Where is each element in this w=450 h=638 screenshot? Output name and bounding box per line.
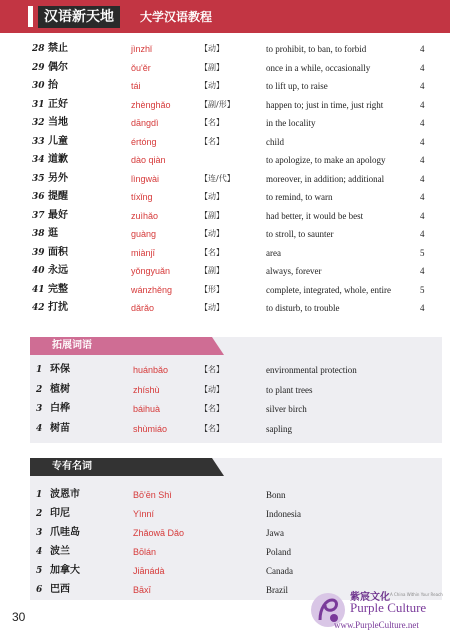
vocab-meaning: happen to; just in time, just right bbox=[266, 99, 384, 110]
vocab-meaning: to apologize, to make an apology bbox=[266, 155, 386, 165]
vocab-meaning: always, forever bbox=[266, 266, 322, 276]
vocab-hanzi: 完整 bbox=[48, 283, 68, 295]
extended-hanzi: 植树 bbox=[50, 383, 70, 395]
extended-row bbox=[30, 420, 442, 438]
vocab-meaning: to stroll, to saunter bbox=[266, 229, 334, 239]
watermark-url: www.PurpleCulture.net bbox=[334, 620, 419, 630]
vocab-lesson: 4 bbox=[420, 192, 425, 202]
book-title: 大学汉语教程 bbox=[140, 10, 213, 24]
vocab-part-of-speech: 【动】 bbox=[200, 44, 224, 53]
vocab-hanzi: 打扰 bbox=[48, 302, 68, 313]
proper-pinyin: Jiānádà bbox=[133, 566, 165, 576]
vocab-lesson: 5 bbox=[420, 284, 425, 295]
extended-pinyin: shùmiáo bbox=[133, 423, 168, 434]
vocab-part-of-speech: 【名】 bbox=[200, 247, 224, 257]
proper-hanzi: 加拿大 bbox=[50, 565, 80, 576]
proper-meaning: Poland bbox=[266, 547, 292, 557]
vocab-part-of-speech: 【动】 bbox=[200, 192, 224, 201]
proper-number: 2 bbox=[36, 509, 43, 519]
extended-part-of-speech: 【动】 bbox=[200, 384, 224, 394]
proper-pinyin: Zhǎowā Dǎo bbox=[133, 528, 185, 538]
vocab-meaning: to remind, to warn bbox=[266, 192, 333, 202]
vocab-number: 28 bbox=[32, 44, 45, 54]
vocab-pinyin: dāngdì bbox=[131, 118, 159, 128]
extended-part-of-speech: 【名】 bbox=[200, 365, 224, 374]
vocab-pinyin: értóng bbox=[131, 136, 157, 147]
extended-meaning: to plant trees bbox=[266, 384, 313, 395]
extended-row bbox=[30, 400, 442, 418]
vocab-row bbox=[0, 40, 450, 58]
vocab-pinyin: guàng bbox=[131, 229, 157, 239]
proper-number: 4 bbox=[36, 547, 43, 557]
vocab-part-of-speech: 【动】 bbox=[200, 303, 224, 312]
vocab-hanzi: 提醒 bbox=[48, 191, 68, 202]
extended-number: 1 bbox=[36, 365, 43, 375]
extended-meaning: sapling bbox=[266, 423, 292, 434]
proper-pinyin: Bō'ēn Shì bbox=[133, 490, 172, 500]
vocab-number: 31 bbox=[32, 99, 45, 110]
proper-hanzi: 波兰 bbox=[50, 546, 70, 557]
vocab-meaning: area bbox=[266, 247, 281, 258]
section-title-proper: 专有名词 bbox=[30, 458, 212, 476]
vocab-number: 42 bbox=[32, 303, 45, 313]
vocab-part-of-speech: 【形】 bbox=[200, 284, 224, 294]
vocab-row bbox=[0, 299, 450, 317]
extended-number: 2 bbox=[36, 384, 43, 395]
vocab-number: 32 bbox=[32, 118, 45, 128]
vocab-row bbox=[0, 96, 450, 114]
proper-number: 3 bbox=[36, 528, 43, 538]
vocab-pinyin: wánzhěng bbox=[131, 284, 173, 295]
vocab-lesson: 4 bbox=[420, 44, 425, 54]
extended-row bbox=[30, 381, 442, 399]
extended-hanzi: 白桦 bbox=[50, 403, 70, 414]
vocab-lesson: 4 bbox=[420, 266, 425, 276]
extended-meaning: environmental protection bbox=[266, 365, 357, 375]
vocab-hanzi: 逛 bbox=[48, 228, 58, 239]
vocab-pinyin: yǒngyuǎn bbox=[131, 266, 171, 276]
vocab-lesson: 4 bbox=[420, 62, 425, 73]
vocab-row bbox=[0, 114, 450, 132]
vocab-lesson: 4 bbox=[420, 303, 425, 313]
extended-meaning: silver birch bbox=[266, 404, 307, 414]
vocab-pinyin: miànjī bbox=[131, 247, 156, 258]
section-title-extended: 拓展词语 bbox=[30, 337, 212, 355]
vocab-number: 35 bbox=[32, 173, 45, 184]
proper-number: 6 bbox=[36, 585, 43, 595]
vocab-row bbox=[0, 262, 450, 280]
vocab-part-of-speech: 【连/代】 bbox=[200, 173, 235, 183]
vocab-meaning: child bbox=[266, 136, 284, 147]
vocab-lesson: 4 bbox=[420, 173, 425, 184]
vocab-pinyin: jìnzhǐ bbox=[131, 44, 153, 54]
extended-number: 4 bbox=[36, 423, 43, 434]
vocab-meaning: once in a while, occasionally bbox=[266, 62, 371, 73]
proper-nouns-section bbox=[30, 458, 442, 600]
proper-meaning: Indonesia bbox=[266, 509, 301, 519]
purple-culture-watermark bbox=[308, 586, 448, 634]
vocab-lesson: 5 bbox=[420, 247, 425, 258]
watermark-chinese: 紫宸文化 bbox=[350, 592, 390, 603]
proper-pinyin: Bāxī bbox=[133, 585, 152, 595]
series-logo: 汉语新天地 bbox=[38, 6, 120, 28]
proper-noun-row bbox=[30, 505, 442, 523]
vocab-row bbox=[0, 281, 450, 299]
vocab-number: 39 bbox=[32, 247, 45, 258]
vocab-meaning: in the locality bbox=[266, 118, 316, 128]
vocab-part-of-speech: 【名】 bbox=[200, 118, 224, 127]
vocab-number: 33 bbox=[32, 136, 45, 147]
vocab-pinyin: tíxǐng bbox=[131, 192, 153, 202]
vocab-lesson: 4 bbox=[420, 81, 425, 91]
vocab-number: 34 bbox=[32, 155, 45, 165]
extended-pinyin: huánbǎo bbox=[133, 365, 169, 375]
vocab-part-of-speech: 【副】 bbox=[200, 266, 224, 275]
proper-meaning: Canada bbox=[266, 566, 293, 576]
vocab-number: 37 bbox=[32, 210, 45, 221]
section-tab-tail bbox=[212, 337, 224, 355]
vocab-hanzi: 最好 bbox=[48, 209, 68, 221]
extended-hanzi: 环保 bbox=[50, 364, 70, 375]
vocab-lesson: 4 bbox=[420, 210, 425, 221]
proper-noun-row bbox=[30, 543, 442, 561]
vocab-row bbox=[0, 207, 450, 225]
vocab-part-of-speech: 【副/形】 bbox=[200, 99, 235, 109]
vocab-row bbox=[0, 77, 450, 95]
vocab-meaning: had better, it would be best bbox=[266, 210, 364, 221]
vocab-hanzi: 偶尔 bbox=[48, 61, 68, 73]
extended-number: 3 bbox=[36, 404, 43, 414]
vocab-meaning: to disturb, to trouble bbox=[266, 303, 340, 313]
watermark-brand: Purple Culture bbox=[350, 600, 427, 615]
vocab-lesson: 4 bbox=[420, 136, 425, 147]
vocab-row bbox=[0, 188, 450, 206]
vocab-pinyin: tái bbox=[131, 81, 141, 91]
vocab-lesson: 4 bbox=[420, 99, 425, 110]
vocab-part-of-speech: 【动】 bbox=[200, 229, 224, 238]
watermark-tagline: A China Within Your Reach bbox=[390, 592, 443, 597]
vocab-meaning: to prohibit, to ban, to forbid bbox=[266, 44, 367, 54]
vocab-pinyin: lìngwài bbox=[131, 173, 160, 184]
proper-meaning: Jawa bbox=[266, 528, 284, 538]
vocab-hanzi: 面积 bbox=[48, 246, 68, 258]
vocab-part-of-speech: 【副】 bbox=[200, 62, 224, 72]
vocab-number: 29 bbox=[32, 62, 45, 73]
vocab-hanzi: 抬 bbox=[48, 80, 58, 91]
extended-pinyin: báihuà bbox=[133, 404, 161, 414]
proper-pinyin: Yìnní bbox=[133, 509, 155, 519]
proper-meaning: Brazil bbox=[266, 585, 288, 595]
vocab-number: 41 bbox=[32, 284, 45, 295]
header-mark bbox=[28, 6, 33, 27]
vocab-hanzi: 永远 bbox=[48, 265, 68, 276]
extended-part-of-speech: 【名】 bbox=[200, 404, 224, 413]
vocab-lesson: 4 bbox=[420, 229, 425, 239]
vocab-pinyin: zuìhǎo bbox=[131, 210, 159, 221]
proper-noun-row bbox=[30, 486, 442, 504]
vocab-pinyin: ǒu'ěr bbox=[131, 62, 151, 73]
header-bar bbox=[0, 0, 450, 33]
proper-hanzi: 巴西 bbox=[50, 584, 70, 595]
vocab-hanzi: 禁止 bbox=[48, 43, 68, 54]
vocab-meaning: to lift up, to raise bbox=[266, 81, 328, 91]
vocab-part-of-speech: 【副】 bbox=[200, 210, 224, 220]
vocab-pinyin: dǎrǎo bbox=[131, 303, 155, 313]
proper-noun-row bbox=[30, 524, 442, 542]
vocab-row bbox=[0, 225, 450, 243]
proper-number: 5 bbox=[36, 566, 43, 576]
proper-hanzi: 爪哇岛 bbox=[50, 527, 80, 538]
vocab-number: 36 bbox=[32, 192, 45, 202]
vocab-hanzi: 另外 bbox=[48, 172, 68, 184]
vocab-hanzi: 道歉 bbox=[48, 154, 68, 165]
extended-hanzi: 树苗 bbox=[50, 422, 70, 434]
vocab-hanzi: 正好 bbox=[48, 98, 68, 110]
extended-pinyin: zhíshù bbox=[133, 384, 160, 395]
proper-meaning: Bonn bbox=[266, 490, 286, 500]
extended-part-of-speech: 【名】 bbox=[200, 423, 224, 433]
vocab-pinyin: zhènghǎo bbox=[131, 99, 171, 110]
vocab-part-of-speech: 【动】 bbox=[200, 81, 224, 90]
vocab-number: 38 bbox=[32, 229, 45, 239]
proper-noun-row bbox=[30, 562, 442, 580]
vocab-lesson: 4 bbox=[420, 155, 425, 165]
vocab-meaning: complete, integrated, whole, entire bbox=[266, 284, 391, 295]
vocab-part-of-speech: 【名】 bbox=[200, 136, 224, 146]
vocab-number: 40 bbox=[32, 266, 45, 276]
vocab-row bbox=[0, 170, 450, 188]
vocab-pinyin: dào qiàn bbox=[131, 155, 166, 165]
vocab-row bbox=[0, 151, 450, 169]
vocab-row bbox=[0, 244, 450, 262]
vocab-row bbox=[0, 133, 450, 151]
vocab-meaning: moreover, in addition; additional bbox=[266, 173, 385, 184]
proper-hanzi: 印尼 bbox=[50, 508, 70, 519]
vocab-hanzi: 儿童 bbox=[48, 135, 68, 147]
extended-vocabulary-section bbox=[30, 337, 442, 443]
proper-number: 1 bbox=[36, 490, 43, 500]
extended-row bbox=[30, 361, 442, 379]
vocab-number: 30 bbox=[32, 81, 45, 91]
page-number: 30 bbox=[12, 610, 26, 624]
proper-pinyin: Bōlán bbox=[133, 547, 157, 557]
section-tab-tail bbox=[212, 458, 224, 476]
proper-hanzi: 波恩市 bbox=[50, 489, 80, 500]
vocab-row bbox=[0, 59, 450, 77]
vocab-lesson: 4 bbox=[420, 118, 425, 128]
vocab-hanzi: 当地 bbox=[48, 117, 68, 128]
